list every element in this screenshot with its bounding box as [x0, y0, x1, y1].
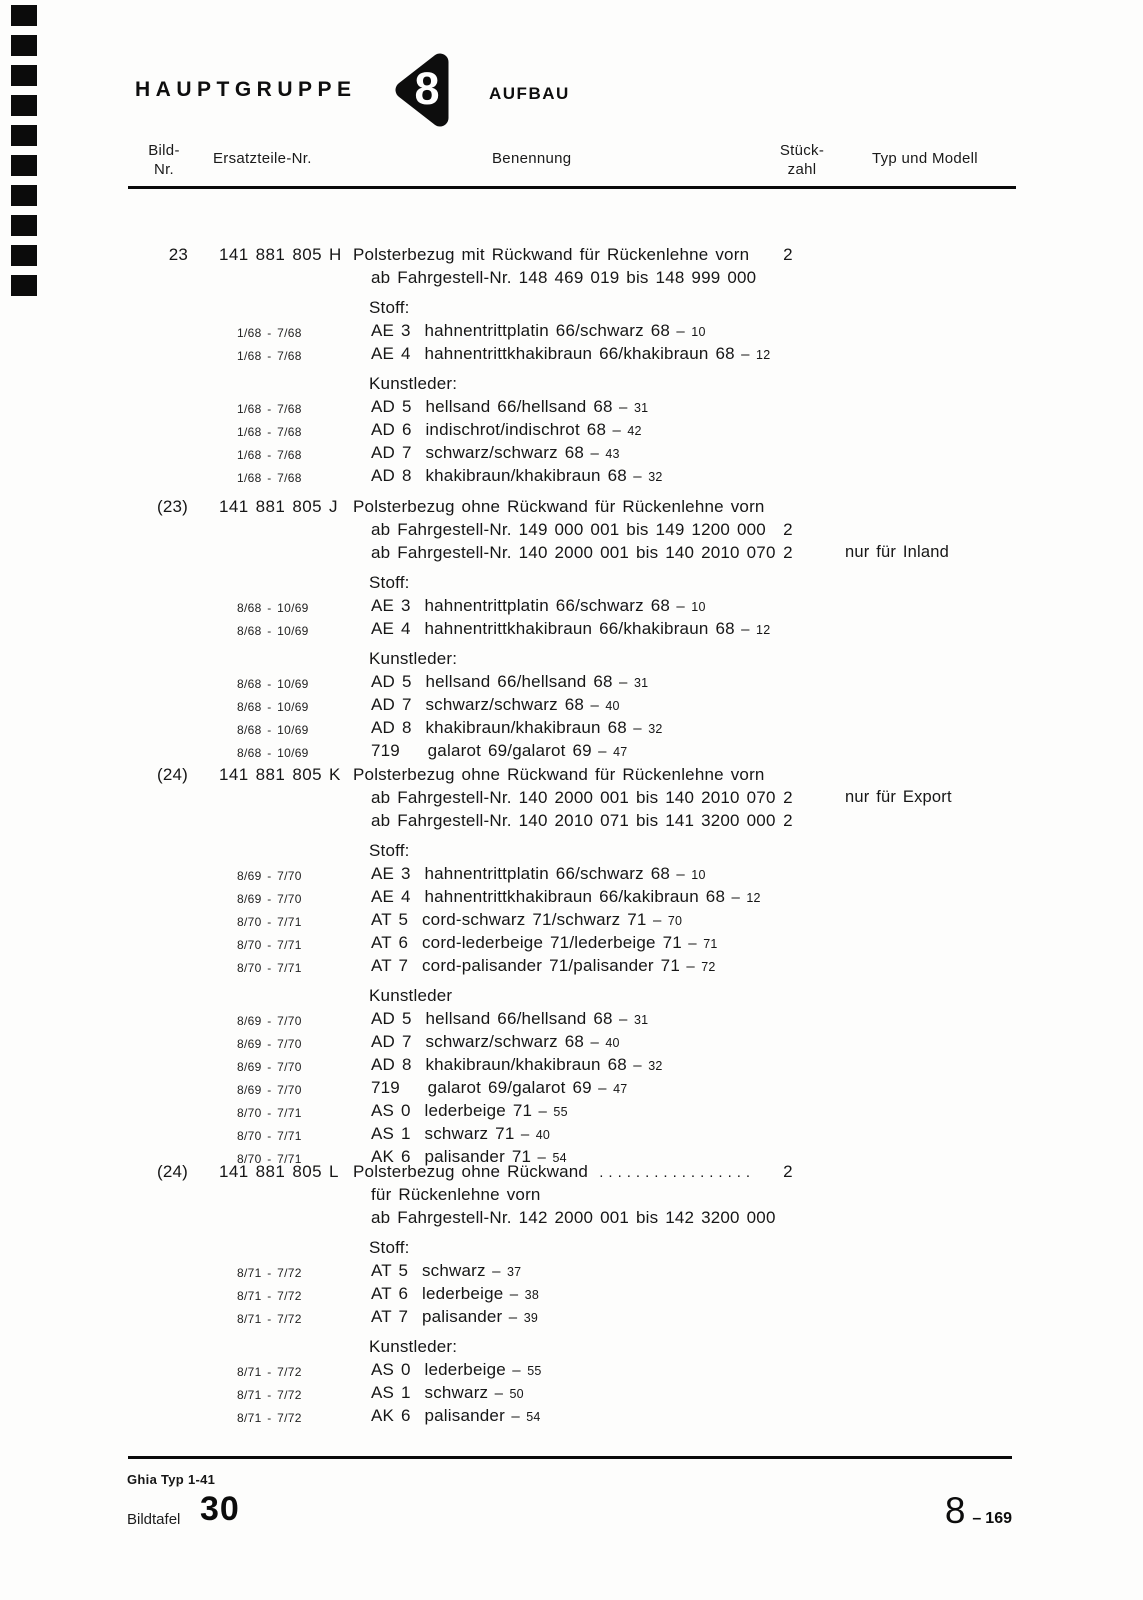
description-line: ab Fahrgestell-Nr. 140 2000 001 bis 140 2010 070: [371, 543, 776, 562]
dash: –: [503, 1286, 525, 1303]
date-range: 8/69 - 7/70: [237, 869, 302, 883]
dash: –: [670, 598, 692, 615]
date-range: 8/68 - 10/69: [237, 746, 309, 760]
variant-number: 10: [691, 325, 706, 339]
variant-row: [0, 619, 1143, 642]
description-line: ab Fahrgestell-Nr. 140 2000 001 bis 140 2010 070: [371, 788, 776, 807]
variant-row: [0, 1406, 1143, 1429]
column-header-bild: [133, 141, 195, 179]
variant-text: AE 3 hahnentrittplatin 66/schwarz 68 – 10: [371, 596, 706, 615]
date-range: 8/68 - 10/69: [237, 601, 309, 615]
variant-number: 55: [527, 1364, 542, 1378]
footer-rule: [128, 1456, 1012, 1459]
footer-plate-number: 30: [200, 1490, 240, 1528]
variant-text: AD 7 schwarz/schwarz 68 – 43: [371, 443, 620, 462]
entry-title-line: [0, 268, 1143, 291]
dash: –: [626, 1057, 649, 1074]
variant-number: 10: [691, 600, 706, 614]
material-heading-line: [0, 841, 1143, 864]
variant-row: [0, 596, 1143, 619]
date-range: 8/71 - 7/72: [237, 1411, 302, 1425]
variant-text: AS 0 lederbeige 71 – 55: [371, 1101, 568, 1120]
part-number: 141 881 805 J: [219, 497, 338, 516]
footer-model-line: Ghia Typ 1-41: [127, 1472, 216, 1487]
variant-text: AD 8 khakibraun/khakibraun 68 – 32: [371, 466, 663, 485]
material-heading-line: [0, 298, 1143, 321]
bild-nr: (24): [156, 765, 188, 784]
variant-row: [0, 695, 1143, 718]
entry-title-line: [0, 1162, 1143, 1185]
dash: –: [584, 445, 606, 462]
variant-text: AE 3 hahnentrittplatin 66/schwarz 68 – 10: [371, 864, 706, 883]
date-range: 8/69 - 7/70: [237, 892, 302, 906]
entry-title-line: [0, 1208, 1143, 1231]
dash: –: [531, 1149, 553, 1166]
variant-text: AD 5 hellsand 66/hellsand 68 – 31: [371, 397, 649, 416]
part-name: Polsterbezug ohne Rückwand für Rückenlehne vorn: [353, 497, 765, 516]
edge-mark: [11, 95, 37, 116]
dash: –: [514, 1126, 536, 1143]
description-line: ab Fahrgestell-Nr. 142 2000 001 bis 142 3200 000: [371, 1208, 776, 1227]
edge-mark: [11, 215, 37, 236]
variant-number: 50: [509, 1387, 524, 1401]
quantity: 2: [783, 788, 793, 807]
entry-title-line: [0, 811, 1143, 834]
footer-page-number: 169: [985, 1510, 1012, 1527]
dash: –: [591, 1080, 614, 1097]
material-heading: Kunstleder: [369, 986, 453, 1005]
footer-page-separator: –: [972, 1510, 982, 1527]
dash: –: [725, 889, 747, 906]
variant-number: 40: [605, 699, 620, 713]
variant-text: AT 5 cord-schwarz 71/schwarz 71 – 70: [371, 910, 683, 929]
variant-row: [0, 672, 1143, 695]
variant-text: AS 0 lederbeige – 55: [371, 1360, 542, 1379]
entry-title-line: [0, 245, 1143, 268]
variant-row: [0, 1009, 1143, 1032]
variant-number: 54: [552, 1151, 567, 1165]
date-range: 8/71 - 7/72: [237, 1388, 302, 1402]
material-heading-line: [0, 1337, 1143, 1360]
variant-text: AT 6 lederbeige – 38: [371, 1284, 539, 1303]
variant-text: AD 6 indischrot/indischrot 68 – 42: [371, 420, 642, 439]
variant-number: 43: [605, 447, 620, 461]
catalog-entry: [0, 765, 1143, 1170]
variant-number: 40: [605, 1036, 620, 1050]
edge-mark: [11, 185, 37, 206]
date-range: 8/70 - 7/71: [237, 961, 302, 975]
date-range: 1/68 - 7/68: [237, 425, 302, 439]
date-range: 8/69 - 7/70: [237, 1037, 302, 1051]
variant-text: AD 5 hellsand 66/hellsand 68 – 31: [371, 1009, 649, 1028]
variant-row: [0, 1261, 1143, 1284]
variant-row: [0, 1307, 1143, 1330]
variant-number: 12: [756, 623, 771, 637]
date-range: 1/68 - 7/68: [237, 402, 302, 416]
variant-row: [0, 1101, 1143, 1124]
dash: –: [591, 743, 614, 760]
date-range: 8/69 - 7/70: [237, 1014, 302, 1028]
date-range: 8/70 - 7/71: [237, 915, 302, 929]
variant-number: 10: [691, 868, 706, 882]
variant-text: 719 galarot 69/galarot 69 – 47: [371, 741, 628, 760]
variant-row: [0, 1360, 1143, 1383]
quantity: 2: [783, 1162, 793, 1181]
date-range: 1/68 - 7/68: [237, 326, 302, 340]
column-header-part: Ersatzteile-Nr.: [213, 150, 312, 167]
variant-number: 32: [648, 470, 663, 484]
bild-nr: 23: [168, 245, 188, 264]
edge-mark: [11, 35, 37, 56]
variant-row: [0, 864, 1143, 887]
variant-text: AE 4 hahnentrittkhakibraun 66/khakibraun 68 – 12: [371, 344, 771, 363]
material-heading: Stoff:: [369, 841, 410, 860]
variant-row: [0, 344, 1143, 367]
dash: –: [734, 621, 757, 638]
date-range: 1/68 - 7/68: [237, 471, 302, 485]
variant-text: AS 1 schwarz 71 – 40: [371, 1124, 551, 1143]
quantity: 2: [783, 520, 793, 539]
date-range: 8/70 - 7/71: [237, 1152, 302, 1166]
variant-number: 31: [633, 401, 649, 415]
part-name: Polsterbezug mit Rückwand für Rückenlehne vorn: [353, 245, 750, 264]
date-range: 1/68 - 7/68: [237, 349, 302, 363]
variant-row: [0, 910, 1143, 933]
dash: –: [584, 697, 606, 714]
variant-number: 31: [633, 676, 649, 690]
variant-number: 72: [701, 960, 716, 974]
variant-number: 32: [648, 1059, 663, 1073]
entry-title-line: [0, 520, 1143, 543]
material-heading-line: [0, 1238, 1143, 1261]
dash: –: [646, 912, 668, 929]
variant-row: [0, 1383, 1143, 1406]
variant-row: [0, 933, 1143, 956]
description-line: ab Fahrgestell-Nr. 140 2010 071 bis 141 3200 000: [371, 811, 776, 830]
variant-row: [0, 466, 1143, 489]
date-range: 8/68 - 10/69: [237, 624, 309, 638]
dotted-leader: .................: [588, 1164, 756, 1181]
part-name: Polsterbezug ohne Rückwand für Rückenlehne vorn: [353, 765, 765, 784]
group-number: 8: [414, 63, 440, 114]
date-range: 8/68 - 10/69: [237, 677, 309, 691]
entry-title-line: [0, 497, 1143, 520]
variant-number: 70: [667, 914, 683, 928]
variant-number: 47: [613, 745, 628, 759]
variant-row: [0, 1284, 1143, 1307]
section-title: AUFBAU: [489, 84, 570, 103]
dash: –: [612, 674, 634, 691]
catalog-entry: [0, 245, 1143, 489]
material-heading-line: [0, 986, 1143, 1009]
dash: –: [734, 346, 757, 363]
edge-mark: [11, 125, 37, 146]
variant-text: 719 galarot 69/galarot 69 – 47: [371, 1078, 628, 1097]
dash: –: [584, 1034, 606, 1051]
column-header-name: Benennung: [492, 150, 572, 167]
material-heading: Kunstleder:: [369, 1337, 458, 1356]
date-range: 8/71 - 7/72: [237, 1365, 302, 1379]
variant-number: 37: [507, 1265, 522, 1279]
dash: –: [670, 323, 692, 340]
entry-title-line: [0, 1185, 1143, 1208]
variant-text: AK 6 palisander – 54: [371, 1406, 541, 1425]
material-heading: Kunstleder:: [369, 374, 458, 393]
material-heading: Kunstleder:: [369, 649, 458, 668]
entry-title-line: [0, 543, 1143, 566]
catalog-entry: [0, 1162, 1143, 1429]
material-heading-line: [0, 573, 1143, 596]
variant-text: AE 4 hahnentrittkhakibraun 66/khakibraun 68 – 12: [371, 619, 771, 638]
dash: –: [670, 866, 692, 883]
quantity: 2: [783, 811, 793, 830]
column-header-bild-line1: Bild-: [148, 142, 180, 159]
variant-number: 47: [613, 1082, 628, 1096]
variant-row: [0, 1055, 1143, 1078]
date-range: 8/68 - 10/69: [237, 700, 309, 714]
dash: –: [681, 935, 704, 952]
material-heading: Stoff:: [369, 1238, 410, 1257]
variant-text: AK 6 palisander 71 – 54: [371, 1147, 567, 1166]
edge-mark: [11, 155, 37, 176]
part-number: 141 881 805 H: [219, 245, 342, 264]
entry-title-line: [0, 788, 1143, 811]
variant-row: [0, 741, 1143, 764]
variant-text: AD 8 khakibraun/khakibraun 68 – 32: [371, 1055, 663, 1074]
entry-title-line: [0, 765, 1143, 788]
variant-text: AD 5 hellsand 66/hellsand 68 – 31: [371, 672, 649, 691]
date-range: 8/71 - 7/72: [237, 1289, 302, 1303]
catalog-entry: [0, 497, 1143, 764]
variant-row: [0, 321, 1143, 344]
variant-number: 31: [633, 1013, 649, 1027]
bild-nr: (24): [156, 1162, 188, 1181]
variant-row: [0, 956, 1143, 979]
footer-page-reference: [945, 1490, 1012, 1532]
variant-text: AE 3 hahnentrittplatin 66/schwarz 68 – 10: [371, 321, 706, 340]
header-rule: [128, 186, 1016, 189]
column-header-qty: [760, 141, 844, 179]
variant-number: 54: [526, 1410, 541, 1424]
variant-number: 32: [648, 722, 663, 736]
variant-text: AD 7 schwarz/schwarz 68 – 40: [371, 1032, 620, 1051]
variant-text: AE 4 hahnentrittkhakibraun 66/kakibraun 68 – 12: [371, 887, 761, 906]
footer-plate-label: Bildtafel: [127, 1511, 181, 1528]
date-range: 8/69 - 7/70: [237, 1083, 302, 1097]
column-header-bild-line2: Nr.: [153, 161, 175, 178]
dash: –: [612, 399, 634, 416]
dash: –: [532, 1103, 554, 1120]
date-range: 8/71 - 7/72: [237, 1312, 302, 1326]
date-range: 8/68 - 10/69: [237, 723, 309, 737]
dash: –: [612, 1011, 634, 1028]
dash: –: [679, 958, 702, 975]
column-header-model: Typ und Modell: [872, 150, 978, 167]
variant-text: AT 7 palisander – 39: [371, 1307, 539, 1326]
variant-number: 12: [746, 891, 761, 905]
variant-row: [0, 887, 1143, 910]
bild-nr: (23): [156, 497, 188, 516]
model-note: nur für Export: [845, 788, 952, 806]
description-line: für Rückenlehne vorn: [371, 1185, 541, 1204]
dash: –: [504, 1408, 527, 1425]
edge-mark: [11, 65, 37, 86]
variant-text: AT 7 cord-palisander 71/palisander 71 – 72: [371, 956, 716, 975]
variant-text: AD 8 khakibraun/khakibraun 68 – 32: [371, 718, 663, 737]
dash: –: [502, 1309, 524, 1326]
variant-text: AD 7 schwarz/schwarz 68 – 40: [371, 695, 620, 714]
variant-number: 40: [535, 1128, 551, 1142]
date-range: 8/70 - 7/71: [237, 1129, 302, 1143]
variant-row: [0, 718, 1143, 741]
variant-number: 12: [756, 348, 771, 362]
variant-text: AS 1 schwarz – 50: [371, 1383, 524, 1402]
dash: –: [626, 468, 649, 485]
variant-number: 39: [523, 1311, 539, 1325]
main-group-label: HAUPTGRUPPE: [135, 78, 357, 101]
column-header-qty-line2: zahl: [787, 161, 817, 178]
variant-number: 71: [703, 937, 718, 951]
footer-page-group: 8: [944, 1490, 966, 1531]
dash: –: [488, 1385, 510, 1402]
quantity: 2: [783, 543, 793, 562]
date-range: 8/69 - 7/70: [237, 1060, 302, 1074]
variant-row: [0, 1124, 1143, 1147]
variant-row: [0, 397, 1143, 420]
dash: –: [626, 720, 649, 737]
date-range: 8/71 - 7/72: [237, 1266, 302, 1280]
description-line: ab Fahrgestell-Nr. 149 000 001 bis 149 1200 000: [371, 520, 766, 539]
variant-row: [0, 420, 1143, 443]
variant-number: 42: [627, 424, 642, 438]
material-heading: Stoff:: [369, 573, 410, 592]
variant-number: 55: [553, 1105, 568, 1119]
date-range: 8/70 - 7/71: [237, 1106, 302, 1120]
material-heading: Stoff:: [369, 298, 410, 317]
variant-number: 38: [524, 1288, 539, 1302]
description-line: ab Fahrgestell-Nr. 148 469 019 bis 148 999 000: [371, 268, 757, 287]
variant-row: [0, 1078, 1143, 1101]
part-number: 141 881 805 K: [219, 765, 341, 784]
variant-row: [0, 1032, 1143, 1055]
date-range: 1/68 - 7/68: [237, 448, 302, 462]
dash: –: [485, 1263, 508, 1280]
dash: –: [505, 1362, 528, 1379]
variant-text: AT 6 cord-lederbeige 71/lederbeige 71 – 71: [371, 933, 718, 952]
group-number-badge: [394, 50, 452, 130]
variant-row: [0, 443, 1143, 466]
variant-text: AT 5 schwarz – 37: [371, 1261, 522, 1280]
material-heading-line: [0, 374, 1143, 397]
quantity: 2: [783, 245, 793, 264]
material-heading-line: [0, 649, 1143, 672]
edge-mark: [11, 5, 37, 26]
dash: –: [606, 422, 628, 439]
model-note: nur für Inland: [845, 543, 950, 561]
date-range: 8/70 - 7/71: [237, 938, 302, 952]
column-header-qty-line1: Stück-: [779, 142, 825, 159]
part-number: 141 881 805 L: [219, 1162, 339, 1181]
part-name: Polsterbezug ohne Rückwand .................: [353, 1162, 756, 1181]
